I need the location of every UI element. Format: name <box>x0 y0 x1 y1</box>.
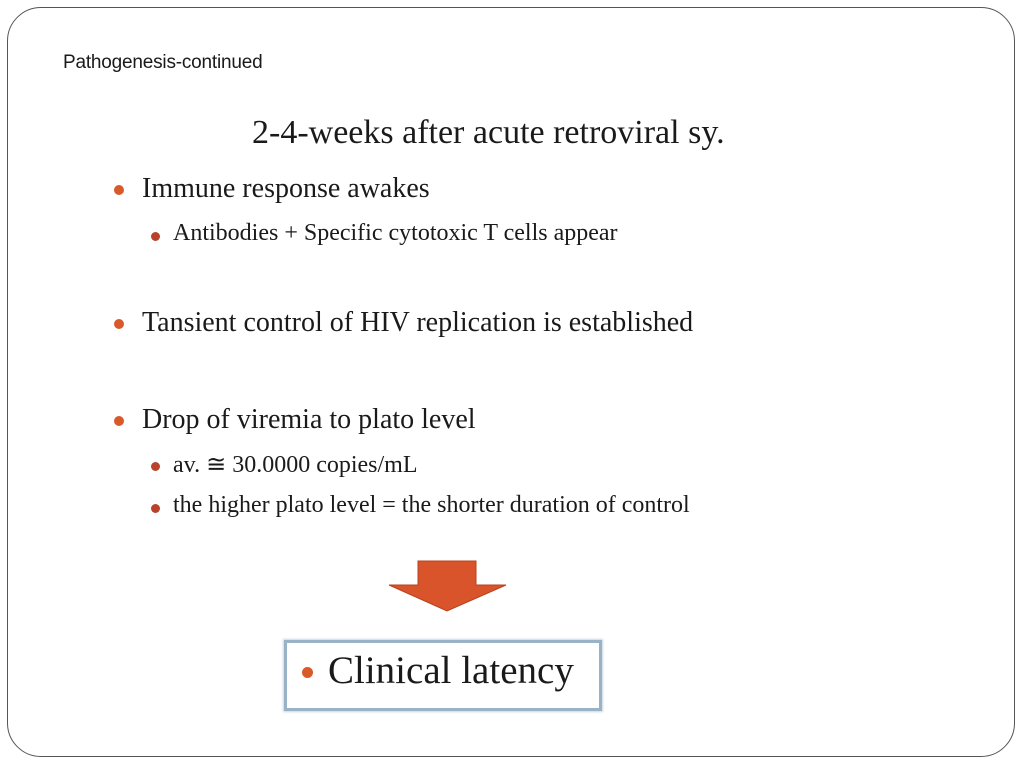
sub-bullet-average-copies: av. ≅ 30.0000 copies/mL <box>173 452 418 478</box>
bullet-drop-viremia: Drop of viremia to plato level <box>142 404 476 435</box>
bullet-immune-response: Immune response awakes <box>142 173 430 204</box>
clinical-latency-label: Clinical latency <box>328 649 574 692</box>
sub-bullet-antibodies: Antibodies + Specific cytotoxic T cells appear <box>173 220 618 246</box>
bullet-dot-icon <box>114 319 124 329</box>
slide-title: Pathogenesis-continued <box>63 52 263 73</box>
bullet-dot-icon <box>302 667 313 678</box>
bullet-tansient-control: Tansient control of HIV replication is established <box>142 307 694 338</box>
sub-bullet-dot-icon <box>151 504 160 513</box>
sub-bullet-dot-icon <box>151 232 160 241</box>
sub-bullet-plato-duration: the higher plato level = the shorter duration of control <box>173 492 690 518</box>
bullet-dot-icon <box>114 185 124 195</box>
down-arrow-icon <box>388 560 508 612</box>
slide-subtitle: 2-4-weeks after acute retroviral sy. <box>252 114 725 151</box>
sub-bullet-dot-icon <box>151 462 160 471</box>
bullet-dot-icon <box>114 416 124 426</box>
